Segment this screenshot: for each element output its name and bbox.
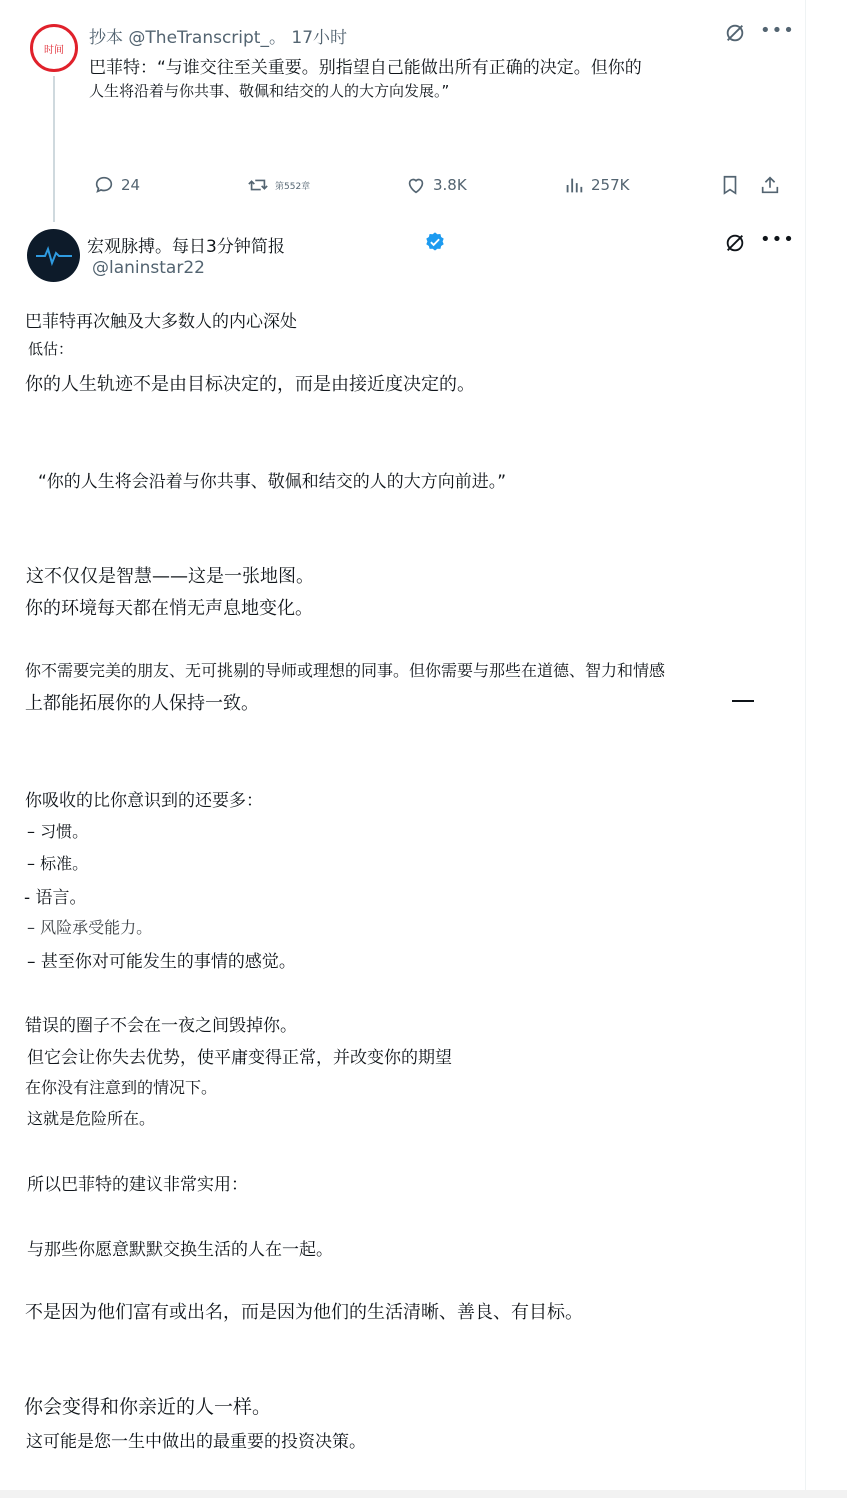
tweet-line: 与那些你愿意默默交换生活的人在一起。	[27, 1240, 333, 1260]
retweet-icon	[247, 174, 269, 196]
main-display-name[interactable]: 宏观脉搏。每日3分钟简报	[87, 237, 285, 257]
like-count: 3.8K	[433, 176, 467, 194]
tweet-line: 所以巴菲特的建议非常实用：	[27, 1175, 248, 1195]
tweet-line: 低估：	[28, 340, 74, 358]
tweet-line: – 习惯。	[27, 822, 89, 841]
quoted-display-name[interactable]: 抄本	[89, 28, 123, 48]
quoted-time[interactable]: 17小时	[291, 28, 348, 48]
tweet-line: 这就是危险所在。	[27, 1109, 156, 1128]
tweet-line: 错误的圈子不会在一夜之间毁掉你。	[25, 1016, 297, 1036]
heartbeat-icon	[34, 244, 74, 268]
more-icon[interactable]: •••	[760, 229, 795, 250]
reply-icon	[93, 174, 115, 196]
quoted-header	[89, 23, 347, 48]
tweet-line: – 风险承受能力。	[27, 918, 153, 937]
tweet-line: – 标准。	[27, 854, 89, 873]
em-dash-mark	[732, 700, 754, 702]
verified-badge-icon	[424, 231, 446, 253]
tweet-line: 但它会让你失去优势，使平庸变得正常，并改变你的期望	[27, 1048, 452, 1068]
grok-icon[interactable]	[724, 22, 746, 44]
tweet-line: 你的环境每天都在悄无声息地变化。	[25, 598, 313, 619]
views-button[interactable]	[563, 174, 629, 196]
quoted-avatar[interactable]	[30, 24, 78, 72]
bookmark-button[interactable]	[719, 174, 741, 196]
tweet-line: 上都能拓展你的人保持一致。	[25, 693, 259, 714]
share-button[interactable]	[759, 174, 781, 196]
quoted-text-line2: 人生将沿着与你共事、敬佩和结交的人的大方向发展。”	[89, 82, 450, 100]
like-button[interactable]	[405, 174, 467, 196]
right-gutter	[806, 0, 847, 1498]
quoted-text-line1: 巴菲特：“与谁交往至关重要。别指望自己能做出所有正确的决定。但你的	[89, 58, 642, 78]
like-icon	[405, 174, 427, 196]
tweet-line: 这不仅仅是智慧——这是一张地图。	[26, 566, 314, 587]
quoted-avatar-label: 时间	[44, 44, 64, 56]
retweet-count: 第552章	[275, 181, 311, 192]
main-handle[interactable]: @laninstar22	[92, 258, 205, 278]
more-icon[interactable]: •••	[760, 20, 795, 41]
tweet-line: 不是因为他们富有或出名，而是因为他们的生活清晰、善良、有目标。	[25, 1302, 583, 1323]
tweet-line: “你的人生将会沿着与你共事、敬佩和结交的人的大方向前进。”	[38, 472, 507, 492]
quoted-handle[interactable]: @TheTranscript_	[128, 28, 269, 48]
tweet-line: 这可能是您一生中做出的最重要的投资决策。	[26, 1432, 366, 1452]
bookmark-icon	[719, 174, 741, 196]
quoted-separator: 。	[268, 28, 286, 48]
grok-icon[interactable]	[724, 232, 746, 254]
thread-line	[53, 76, 55, 222]
reply-button[interactable]	[93, 174, 140, 196]
share-icon	[759, 174, 781, 196]
tweet-detail-page	[5, 0, 805, 1498]
tweet-line: - 语言。	[24, 888, 87, 908]
tweet-line: 你不需要完美的朋友、无可挑剔的导师或理想的同事。但你需要与那些在道德、智力和情感	[25, 661, 666, 680]
tweet-line: 你的人生轨迹不是由目标决定的，而是由接近度决定的。	[25, 374, 475, 395]
tweet-line: 你会变得和你亲近的人一样。	[24, 1396, 272, 1418]
main-avatar[interactable]	[27, 229, 80, 282]
views-icon	[563, 174, 585, 196]
tweet-line: – 甚至你对可能发生的事情的感觉。	[27, 952, 296, 972]
views-count: 257K	[591, 176, 630, 194]
retweet-button[interactable]	[247, 174, 310, 196]
bottom-scroll-area	[0, 1490, 847, 1498]
tweet-line: 巴菲特再次触及大多数人的内心深处	[25, 312, 297, 332]
reply-count: 24	[121, 176, 141, 194]
tweet-line: 在你没有注意到的情况下。	[25, 1078, 218, 1097]
tweet-line: 你吸收的比你意识到的还要多：	[25, 791, 263, 811]
